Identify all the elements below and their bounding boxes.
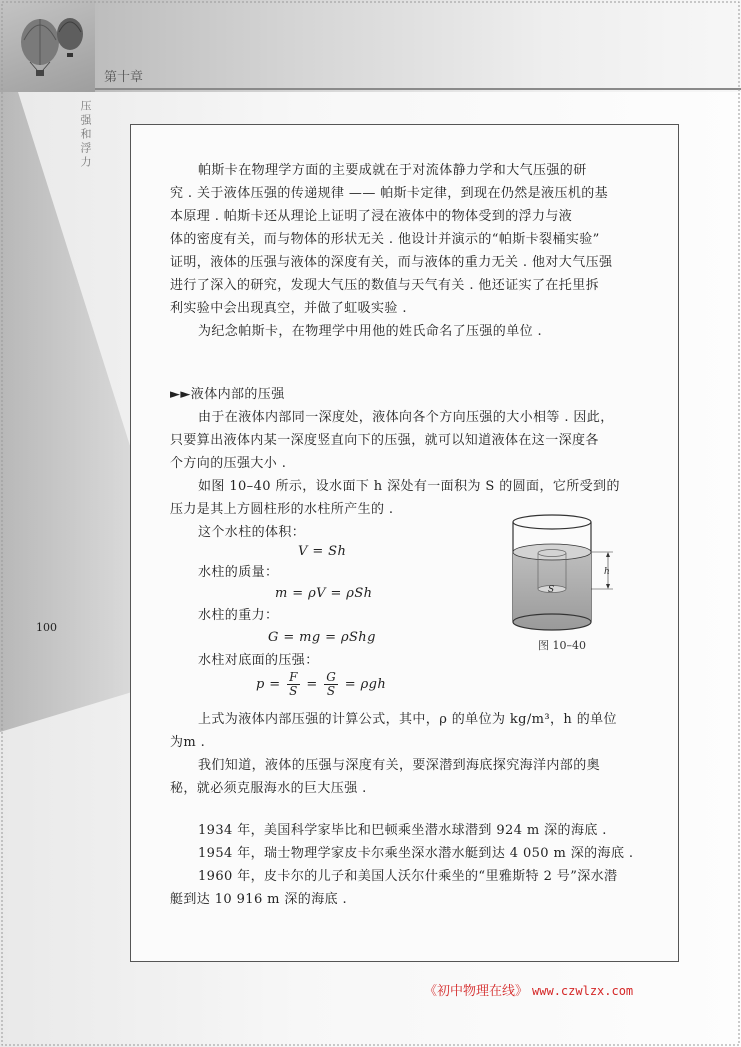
intro-line: 体的密度有关，而与物体的形状无关 . 他设计并演示的“帕斯卡裂桶实验”	[170, 232, 600, 247]
decorative-side-wedge	[0, 92, 132, 732]
section-line: 如图 10–40 所示，设水面下 h 深处有一面积为 S 的圆面，它所受到的	[198, 479, 620, 494]
formula-note-line: 为m .	[170, 735, 206, 750]
fraction-g-over-s	[324, 671, 338, 698]
depth-line: 秘，就必须克服海水的巨大压强 .	[170, 781, 367, 796]
header-photo	[0, 0, 96, 92]
pressure-lhs: p =	[256, 677, 281, 692]
intro-line: 进行了深入的研究，发现大气压的数值与天气有关 . 他还证实了在托里拆	[170, 278, 599, 293]
history-line: 1954 年，瑞士物理学家皮卡尔乘坐深水潜水艇到达 4 050 m 深的海底 .	[198, 846, 634, 861]
intro-line: 利实验中会出现真空，并做了虹吸实验 .	[170, 301, 407, 316]
volume-equation: V = Sh	[298, 544, 347, 559]
pressure-rhs: = ρgh	[344, 677, 387, 692]
beaker-figure	[505, 510, 625, 636]
frac-denominator: S	[326, 684, 336, 698]
section-heading	[170, 384, 285, 406]
area-label: S	[548, 585, 555, 595]
pressure-label: 水柱对底面的压强：	[198, 653, 319, 668]
chapter-title: 第十章	[104, 70, 144, 85]
pressure-equation	[256, 671, 386, 698]
figure-caption: 图 10–40	[538, 639, 586, 652]
history-line: 1960 年，皮卡尔的儿子和美国人沃尔什乘坐的“里雅斯特 2 号”深水潜	[198, 869, 618, 884]
gravity-equation: G = mg = ρShg	[268, 630, 376, 645]
volume-label: 这个水柱的体积：	[198, 525, 306, 540]
page-number: 100	[36, 621, 57, 634]
mass-label: 水柱的质量：	[198, 565, 279, 580]
footer-watermark	[424, 980, 633, 999]
section-marker-icon: ►►	[170, 387, 191, 402]
equals-sign: =	[306, 677, 318, 692]
intro-paragraph-2: 为纪念帕斯卡，在物理学中用他的姓氏命名了压强的单位 .	[198, 324, 543, 339]
gravity-label: 水柱的重力：	[198, 608, 279, 623]
mass-equation: m = ρV = ρSh	[275, 586, 373, 601]
history-line: 艇到达 10 916 m 深的海底 .	[170, 892, 348, 907]
header-band	[95, 0, 741, 92]
intro-line: 帕斯卡在物理学方面的主要成就在于对流体静力学和大气压强的研	[198, 163, 587, 178]
fraction-f-over-s	[287, 671, 300, 698]
section-line: 压力是其上方圆柱形的水柱所产生的 .	[170, 502, 394, 517]
header-rule	[95, 88, 741, 90]
frac-denominator: S	[289, 684, 298, 698]
intro-line: 本原理 . 帕斯卡还从理论上证明了浸在液体中的物体受到的浮力与液	[170, 209, 573, 224]
frac-numerator: G	[326, 670, 337, 684]
formula-note-line: 上式为液体内部压强的计算公式，其中，ρ 的单位为 kg/m³，h 的单位	[198, 712, 617, 727]
side-title-text: 压强和浮力	[79, 100, 92, 170]
side-section-title	[78, 100, 92, 174]
section-line: 由于在液体内部同一深度处，液体向各个方向压强的大小相等 . 因此，	[198, 410, 614, 425]
section-line: 只要算出液体内某一深度竖直向下的压强，就可以知道液体在这一深度各	[170, 433, 599, 448]
section-line: 个方向的压强大小 .	[170, 456, 287, 471]
depth-line: 我们知道，液体的压强与深度有关，要深潜到海底探究海洋内部的奥	[198, 758, 601, 773]
history-line: 1934 年，美国科学家毕比和巴顿乘坐潜水球潜到 924 m 深的海底 .	[198, 823, 607, 838]
hot-air-balloon-icon	[0, 0, 96, 92]
depth-label: h	[604, 567, 610, 577]
footer-site[interactable]: www.czwlzx.com	[532, 984, 634, 998]
section-title: 液体内部的压强	[190, 387, 285, 402]
intro-line: 证明，液体的压强与液体的深度有关，而与液体的重力无关 . 他对大气压强	[170, 255, 613, 270]
frac-numerator: F	[289, 670, 298, 684]
footer-brand: 《初中物理在线》	[424, 984, 529, 999]
intro-line: 究 . 关于液体压强的传递规律 —— 帕斯卡定律，到现在仍然是液压机的基	[170, 186, 609, 201]
